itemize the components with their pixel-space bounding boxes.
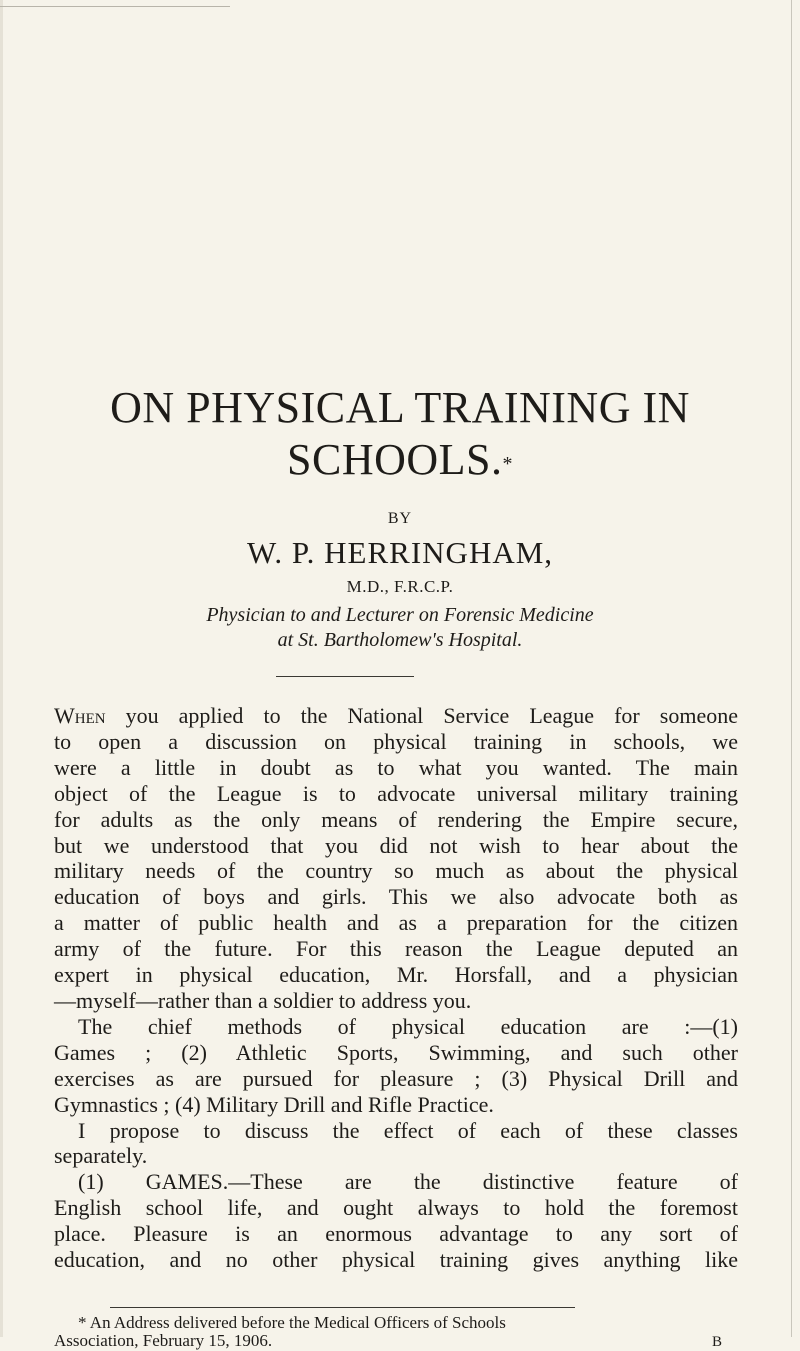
page-edge-right bbox=[791, 0, 792, 1337]
body-line: to open a discussion on physical training in schools, we bbox=[54, 728, 738, 754]
body-line: military needs of the country so much as about the physical bbox=[54, 858, 738, 884]
body-line: English school life, and ought always to hold the foremost bbox=[54, 1195, 738, 1221]
title-line-2-text: SCHOOLS. bbox=[287, 435, 503, 484]
section-divider bbox=[276, 676, 414, 677]
signature-mark: B bbox=[712, 1334, 723, 1350]
body-line: When you applied to the National Service League for someone bbox=[54, 703, 738, 728]
body-text bbox=[54, 703, 738, 1273]
body-line: separately. bbox=[54, 1143, 148, 1169]
body-line: education, and no other physical training gives anything like bbox=[54, 1247, 738, 1273]
body-line: The chief methods of physical education are :—(1) bbox=[78, 1013, 738, 1039]
author-affiliation-2: at St. Bartholomew's Hospital. bbox=[277, 629, 523, 651]
page-edge-left bbox=[0, 0, 3, 1337]
body-line: for adults as the only means of rendering the Empire secure, bbox=[54, 806, 738, 832]
title-line-1: ON PHYSICAL TRAINING IN bbox=[110, 383, 690, 432]
body-line: education of boys and girls. This we also advocate both as bbox=[54, 884, 738, 910]
body-line: I propose to discuss the effect of each of these classes bbox=[78, 1117, 738, 1143]
body-line: were a little in doubt as to what you wanted. The main bbox=[54, 754, 738, 780]
author-degrees: M.D., F.R.C.P. bbox=[346, 577, 454, 596]
author-name: W. P. HERRINGHAM, bbox=[246, 535, 554, 570]
top-rule bbox=[0, 6, 230, 7]
body-line: object of the League is to advocate universal military training bbox=[54, 780, 738, 806]
body-line: army of the future. For this reason the League deputed an bbox=[54, 936, 738, 962]
body-line: but we understood that you did not wish to hear about the bbox=[54, 832, 738, 858]
title-line-2 bbox=[0, 435, 800, 485]
body-line: expert in physical education, Mr. Horsfall, and a physician bbox=[54, 962, 738, 988]
body-line: place. Pleasure is an enormous advantage to any sort of bbox=[54, 1221, 738, 1247]
footnote bbox=[54, 1314, 738, 1350]
footnote-line-2: Association, February 15, 1906. bbox=[54, 1331, 273, 1350]
footnote-line-1: * An Address delivered before the Medical Officers of Schools bbox=[78, 1313, 506, 1332]
body-line: exercises as are pursued for pleasure ; (3) Physical Drill and bbox=[54, 1065, 738, 1091]
body-line: (1) GAMES.—These are the distinctive feature of bbox=[78, 1169, 738, 1195]
byline: BY bbox=[387, 510, 413, 527]
footnote-rule bbox=[110, 1307, 575, 1308]
author-affiliation-1: Physician to and Lecturer on Forensic Medicine bbox=[206, 604, 594, 626]
body-line: Games ; (2) Athletic Sports, Swimming, and such other bbox=[54, 1039, 738, 1065]
body-line: Gymnastics ; (4) Military Drill and Rifle Practice. bbox=[54, 1091, 494, 1117]
title-footnote-mark: * bbox=[502, 453, 513, 475]
lead-word: When bbox=[54, 703, 106, 728]
body-line: a matter of public health and as a preparation for the citizen bbox=[54, 910, 738, 936]
body-line: —myself—rather than a soldier to address you. bbox=[54, 987, 472, 1013]
